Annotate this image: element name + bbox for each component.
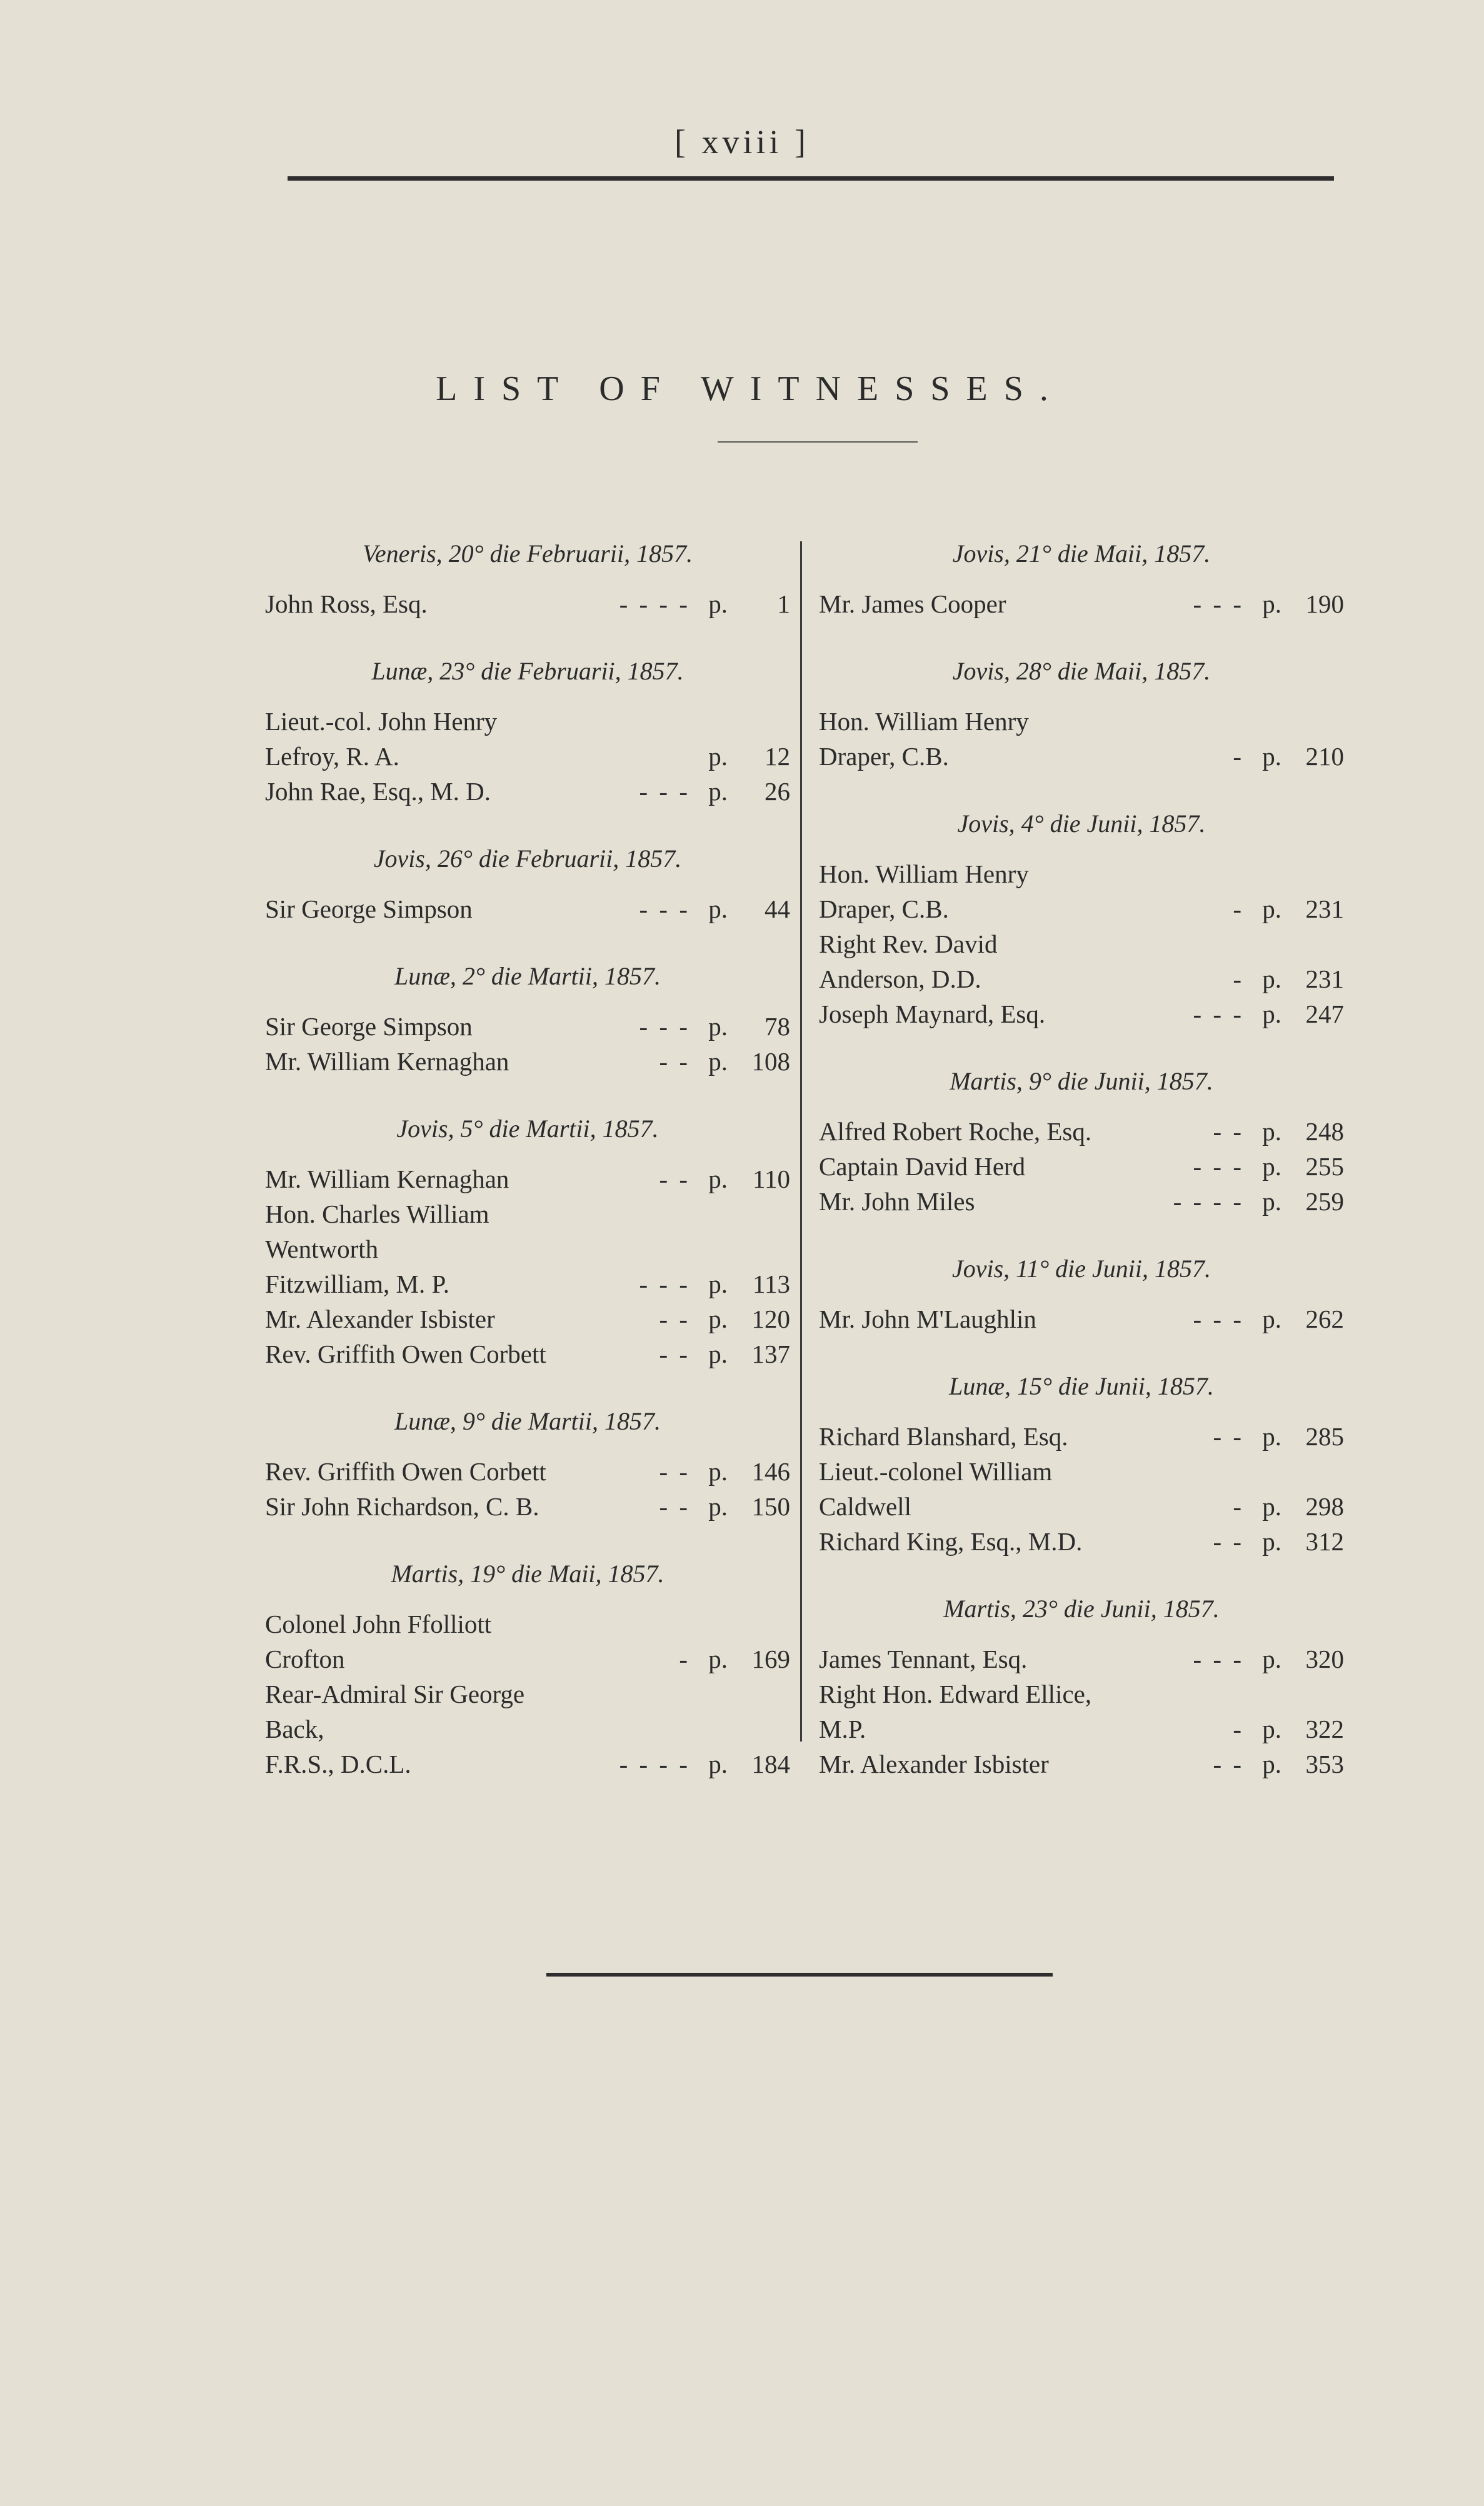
witness-entry — [265, 704, 790, 774]
page-abbrev: p. — [708, 1457, 728, 1486]
witness-entry — [819, 1454, 1344, 1524]
witness-entry — [265, 1489, 790, 1524]
page-abbrev: p. — [708, 1492, 728, 1521]
session-block — [819, 1369, 1344, 1559]
leader-dashes: - — [1233, 1715, 1244, 1743]
leader-dashes: - - - — [1193, 1000, 1244, 1028]
witness-name: Captain David Herd — [819, 1152, 1026, 1181]
leader-dashes: - - - — [639, 895, 690, 923]
page-ref: 247 — [1305, 1000, 1344, 1028]
witness-name: Richard King, Esq., M.D. — [819, 1527, 1083, 1556]
right-column — [819, 536, 1344, 1814]
page-ref: 150 — [751, 1492, 790, 1521]
title-rule — [718, 441, 918, 443]
page-abbrev: p. — [708, 1047, 728, 1076]
witness-name: Mr. John M'Laughlin — [819, 1305, 1036, 1333]
session-date: Jovis, 5° die Martii, 1857. — [396, 1115, 659, 1143]
session-block — [819, 654, 1344, 774]
witness-name: Mr. James Cooper — [819, 589, 1006, 618]
page-ref: 231 — [1305, 895, 1344, 923]
witness-name: Mr. William Kernaghan — [265, 1165, 509, 1193]
witness-name: Right Hon. Edward Ellice, M.P. — [819, 1680, 1092, 1743]
witness-name: Joseph Maynard, Esq. — [819, 1000, 1046, 1028]
page-abbrev: p. — [708, 1012, 728, 1041]
leader-dashes: - - — [659, 1492, 690, 1521]
witness-entry — [265, 1196, 790, 1301]
page-abbrev: p. — [1262, 1492, 1281, 1521]
leader-dashes: - - — [659, 1305, 690, 1333]
page-ref: 110 — [753, 1165, 790, 1193]
witness-entry — [265, 1301, 790, 1336]
witness-entry — [265, 1454, 790, 1489]
left-column — [265, 536, 790, 1814]
leader-dashes: - - — [1213, 1117, 1244, 1146]
leader-dashes: - — [1233, 742, 1244, 771]
leader-dashes: - - - — [639, 1012, 690, 1041]
page-abbrev: p. — [1262, 965, 1281, 993]
page-ref: 312 — [1305, 1527, 1344, 1556]
page-abbrev: p. — [708, 742, 728, 771]
session-date: Jovis, 11° die Junii, 1857. — [951, 1255, 1211, 1283]
witness-entry — [819, 856, 1344, 926]
page-ref: 1 — [777, 589, 790, 618]
witness-name: Right Rev. David Anderson, D.D. — [819, 930, 998, 993]
session-date: Lunæ, 15° die Junii, 1857. — [949, 1372, 1214, 1400]
witness-entry — [819, 1524, 1344, 1559]
page-ref: 184 — [751, 1750, 790, 1778]
session-date: Jovis, 21° die Maii, 1857. — [952, 539, 1211, 568]
session-block — [265, 1111, 790, 1371]
witness-name: Mr. Alexander Isbister — [265, 1305, 495, 1333]
session-block — [265, 654, 790, 809]
witness-entry — [819, 1641, 1344, 1677]
leader-dashes: - - - - — [619, 589, 690, 618]
page-abbrev: p. — [708, 1340, 728, 1368]
leader-dashes: - - — [659, 1457, 690, 1486]
session-date: Martis, 9° die Junii, 1857. — [950, 1067, 1213, 1095]
page-abbrev: p. — [1262, 1645, 1281, 1673]
witness-name: Lieut.-col. John Henry Lefroy, R. A. — [265, 707, 498, 771]
page-abbrev: p. — [1262, 1422, 1281, 1451]
page-ref: 44 — [765, 895, 790, 923]
leader-dashes: - - - — [639, 777, 690, 806]
page-abbrev: p. — [1262, 1527, 1281, 1556]
top-rule — [288, 176, 1334, 181]
page-abbrev: p. — [1262, 1715, 1281, 1743]
page-abbrev: p. — [708, 777, 728, 806]
session-date: Jovis, 4° die Junii, 1857. — [957, 809, 1206, 838]
column-divider — [800, 541, 802, 1742]
leader-dashes: - - - — [1193, 1152, 1244, 1181]
witness-name: John Rae, Esq., M. D. — [265, 777, 491, 806]
session-block — [819, 536, 1344, 621]
page-ref: 12 — [765, 742, 790, 771]
session-block — [265, 959, 790, 1079]
session-block — [819, 806, 1344, 1031]
witness-entry — [265, 1044, 790, 1079]
witness-entry — [819, 996, 1344, 1031]
session-date: Veneris, 20° die Februarii, 1857. — [362, 539, 693, 568]
bottom-rule — [546, 1973, 1053, 1977]
witness-entry — [819, 1677, 1344, 1747]
page-title: LIST OF WITNESSES. — [436, 369, 1065, 408]
page-abbrev: p. — [1262, 895, 1281, 923]
witness-name: Hon. Charles William Wentworth Fitzwilliam, M. P. — [265, 1200, 489, 1298]
page-ref: 298 — [1305, 1492, 1344, 1521]
session-date: Lunæ, 23° die Februarii, 1857. — [371, 657, 684, 685]
witness-name: Mr. Alexander Isbister — [819, 1750, 1049, 1778]
witness-name: Colonel John Ffolliott Crofton — [265, 1610, 492, 1673]
page-abbrev: p. — [1262, 1152, 1281, 1181]
witness-entry — [265, 1606, 790, 1677]
page-ref: 285 — [1305, 1422, 1344, 1451]
page-ref: 231 — [1305, 965, 1344, 993]
page-abbrev: p. — [708, 895, 728, 923]
page-abbrev: p. — [1262, 742, 1281, 771]
page-ref: 137 — [751, 1340, 790, 1368]
page-ref: 320 — [1305, 1645, 1344, 1673]
leader-dashes: - — [1233, 1492, 1244, 1521]
witness-name: Richard Blanshard, Esq. — [819, 1422, 1068, 1451]
page-ref: 322 — [1305, 1715, 1344, 1743]
witness-name: Hon. William Henry Draper, C.B. — [819, 707, 1029, 771]
page-number: [ xviii ] — [674, 123, 810, 161]
page-abbrev: p. — [1262, 1000, 1281, 1028]
witness-name: Sir George Simpson — [265, 895, 473, 923]
leader-dashes: - - - - — [619, 1750, 690, 1778]
witness-entry — [819, 1747, 1344, 1782]
leader-dashes: - - - — [1193, 589, 1244, 618]
page-abbrev: p. — [708, 1750, 728, 1778]
page-ref: 259 — [1305, 1187, 1344, 1216]
leader-dashes: - - — [659, 1165, 690, 1193]
session-date: Jovis, 28° die Maii, 1857. — [952, 657, 1211, 685]
page-ref: 190 — [1305, 589, 1344, 618]
witness-name: Rear-Admiral Sir George Back, F.R.S., D.C.L. — [265, 1680, 525, 1778]
session-date: Lunæ, 2° die Martii, 1857. — [394, 962, 661, 990]
witness-name: Mr. John Miles — [819, 1187, 975, 1216]
leader-dashes: - - — [659, 1340, 690, 1368]
page-ref: 262 — [1305, 1305, 1344, 1333]
page-abbrev: p. — [1262, 1750, 1281, 1778]
page-ref: 120 — [751, 1305, 790, 1333]
witness-name: Hon. William Henry Draper, C.B. — [819, 860, 1029, 923]
witness-entry — [819, 704, 1344, 774]
page-abbrev: p. — [1262, 589, 1281, 618]
witness-name: Mr. William Kernaghan — [265, 1047, 509, 1076]
page-abbrev: p. — [708, 1645, 728, 1673]
session-block — [265, 1556, 790, 1782]
session-block — [819, 1064, 1344, 1219]
page-ref: 26 — [765, 777, 790, 806]
page-abbrev: p. — [1262, 1305, 1281, 1333]
page-ref: 108 — [751, 1047, 790, 1076]
witness-entry — [819, 586, 1344, 621]
page-ref: 255 — [1305, 1152, 1344, 1181]
leader-dashes: - - — [1213, 1422, 1244, 1451]
witness-entry — [819, 1184, 1344, 1219]
witness-name: Sir John Richardson, C. B. — [265, 1492, 539, 1521]
page-abbrev: p. — [708, 1270, 728, 1298]
page-abbrev: p. — [1262, 1117, 1281, 1146]
witness-name: Lieut.-colonel William Caldwell — [819, 1457, 1053, 1521]
leader-dashes: - - - - — [1173, 1187, 1244, 1216]
leader-dashes: - - - — [639, 1270, 690, 1298]
leader-dashes: - — [679, 1645, 690, 1673]
session-date: Jovis, 26° die Februarii, 1857. — [373, 845, 682, 873]
witness-entry — [265, 891, 790, 926]
witness-entry — [819, 1149, 1344, 1184]
witness-entry — [819, 1301, 1344, 1336]
leader-dashes: - - — [1213, 1750, 1244, 1778]
witness-name: Alfred Robert Roche, Esq. — [819, 1117, 1092, 1146]
page-ref: 248 — [1305, 1117, 1344, 1146]
witness-entry — [265, 1677, 790, 1782]
witness-entry — [265, 774, 790, 809]
session-date: Martis, 23° die Junii, 1857. — [943, 1595, 1220, 1623]
leader-dashes: - - — [659, 1047, 690, 1076]
page-ref: 210 — [1305, 742, 1344, 771]
witness-name: Sir George Simpson — [265, 1012, 473, 1041]
page-ref: 113 — [753, 1270, 790, 1298]
witness-entry — [265, 1009, 790, 1044]
witness-entry — [265, 586, 790, 621]
session-block — [819, 1591, 1344, 1782]
page-ref: 146 — [751, 1457, 790, 1486]
witness-name: Rev. Griffith Owen Corbett — [265, 1340, 546, 1368]
witness-entry — [819, 1419, 1344, 1454]
page-abbrev: p. — [708, 1305, 728, 1333]
leader-dashes: - — [1233, 895, 1244, 923]
leader-dashes: - - - — [1193, 1305, 1244, 1333]
leader-dashes: - — [1233, 965, 1244, 993]
witness-entry — [265, 1161, 790, 1196]
session-date: Lunæ, 9° die Martii, 1857. — [394, 1407, 661, 1435]
witness-entry — [819, 1114, 1344, 1149]
page-abbrev: p. — [1262, 1187, 1281, 1216]
witness-name: James Tennant, Esq. — [819, 1645, 1028, 1673]
witness-name: John Ross, Esq. — [265, 589, 428, 618]
page-ref: 169 — [751, 1645, 790, 1673]
leader-dashes: - - - — [1193, 1645, 1244, 1673]
witness-name: Rev. Griffith Owen Corbett — [265, 1457, 546, 1486]
session-block — [819, 1251, 1344, 1336]
witness-entry — [265, 1336, 790, 1371]
leader-dashes: - - — [1213, 1527, 1244, 1556]
session-block — [265, 1404, 790, 1524]
witness-entry — [819, 926, 1344, 996]
page-ref: 353 — [1305, 1750, 1344, 1778]
session-block — [265, 841, 790, 926]
page-abbrev: p. — [708, 1165, 728, 1193]
page-ref: 78 — [765, 1012, 790, 1041]
session-block — [265, 536, 790, 621]
session-date: Martis, 19° die Maii, 1857. — [391, 1560, 664, 1588]
page-abbrev: p. — [708, 589, 728, 618]
